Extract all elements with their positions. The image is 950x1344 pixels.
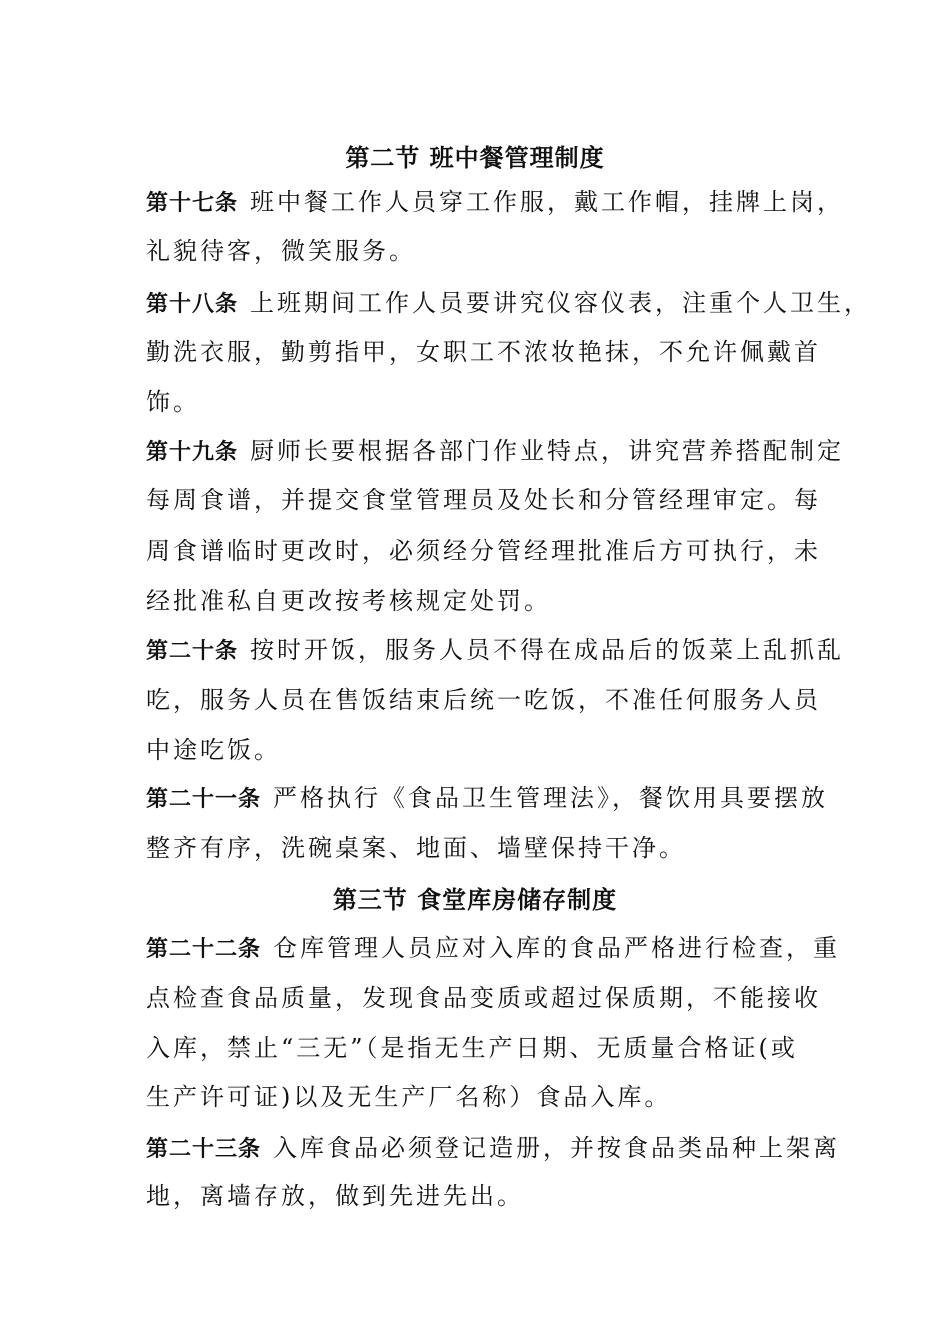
article-label: 第二十一条 [146, 787, 262, 812]
article-text: 勤洗衣服，勤剪指甲，女职工不浓妆艳抹，不允许佩戴首 [146, 338, 821, 366]
article-text: 整齐有序，洗碗桌案、地面、墙壁保持干净。 [146, 834, 686, 862]
article-first-line [146, 782, 828, 816]
article-label: 第二十三条 [146, 1137, 262, 1162]
article-first-line [146, 932, 840, 966]
article-text: 中途吃饭。 [146, 736, 281, 764]
article-text: 点检查食品质量，发现食品变质或超过保质期，不能接收 [146, 984, 821, 1012]
article-text: 每周食谱，并提交食堂管理员及处长和分管经理审定。每 [146, 486, 821, 514]
article-text: 入库食品必须登记造册，并按食品类品种上架离 [273, 1134, 841, 1162]
article-label: 第十七条 [146, 191, 239, 216]
article-first-line [146, 634, 844, 668]
article-label: 第二十条 [146, 639, 239, 664]
article-text: 生产许可证)以及无生产厂名称）食品入库。 [146, 1083, 672, 1111]
article-text: 入库，禁止“三无”（是指无生产日期、无质量合格证(或 [146, 1034, 798, 1062]
article-text: 按时开饭，服务人员不得在成品后的饭菜上乱抓乱 [250, 636, 845, 664]
article-text: 饰。 [146, 388, 200, 416]
section-title: 第二节 班中餐管理制度 [345, 144, 605, 172]
article-first-line [146, 186, 844, 220]
article-text: 周食谱临时更改时，必须经分管经理批准后方可执行，未 [146, 537, 821, 565]
article-text: 经批准私自更改按考核规定处罚。 [146, 587, 551, 615]
article-text: 吃，服务人员在售饭结束后统一吃饭，不准任何服务人员 [146, 686, 821, 714]
article-text: 厨师长要根据各部门作业特点，讲究营养搭配制定 [250, 437, 845, 465]
article-label: 第十九条 [146, 440, 239, 465]
section-title: 第三节 食堂库房储存制度 [332, 886, 618, 914]
article-first-line [146, 1132, 840, 1166]
article-first-line [146, 435, 844, 469]
article-first-line [146, 287, 871, 321]
article-label: 第二十二条 [146, 937, 262, 962]
article-text: 仓库管理人员应对入库的食品严格进行检查，重 [273, 934, 841, 962]
article-text: 地，离墙存放，做到先进先出。 [146, 1182, 524, 1210]
article-text: 礼貌待客，微笑服务。 [146, 237, 416, 265]
article-text: 班中餐工作人员穿工作服，戴工作帽，挂牌上岗， [250, 188, 845, 216]
article-label: 第十八条 [146, 292, 239, 317]
article-text: 严格执行《食品卫生管理法》，餐饮用具要摆放 [273, 784, 829, 812]
article-text: 上班期间工作人员要讲究仪容仪表，注重个人卫生， [250, 289, 872, 317]
